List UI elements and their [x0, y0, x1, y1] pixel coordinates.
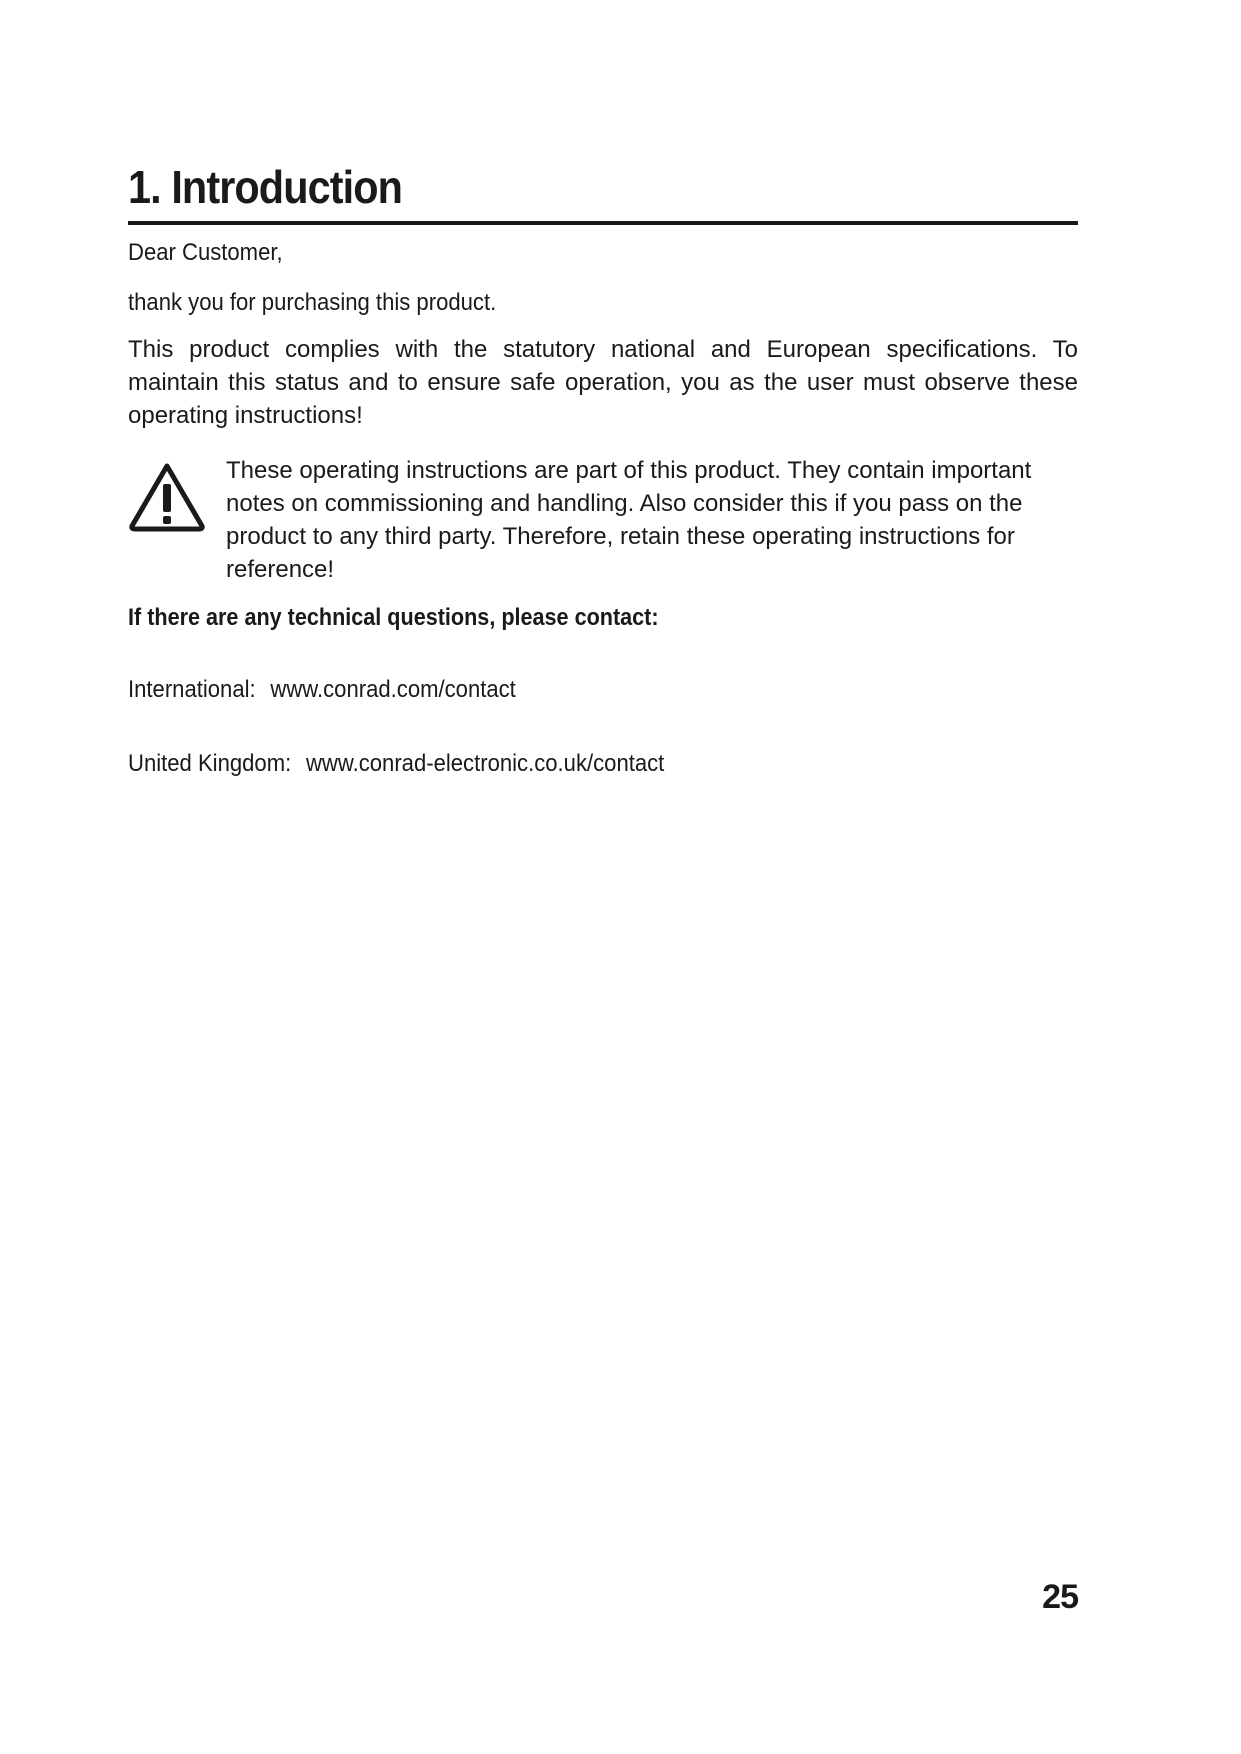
contact-row-united-kingdom: [128, 750, 664, 778]
document-page: [128, 0, 1078, 1754]
contact-row-international: [128, 676, 516, 704]
contact-heading: If there are any technical questions, please contact:: [128, 604, 659, 631]
title-underline: [128, 221, 1078, 225]
contact-label: International:: [128, 676, 256, 703]
thanks-text: thank you for purchasing this product.: [128, 289, 497, 316]
compliance-text: This product complies with the statutory national and European specifications. To maintain this status and to ensure safe operation, you as the user must observe these operating instructions!: [128, 336, 1078, 429]
section-title: 1. Introduction: [128, 161, 402, 213]
contact-link-international[interactable]: www.conrad.com/contact: [270, 676, 516, 703]
contact-label: United Kingdom:: [128, 750, 292, 777]
page-number: 25: [1042, 1578, 1078, 1616]
greeting-text: Dear Customer,: [128, 239, 283, 266]
contact-link-united-kingdom[interactable]: www.conrad-electronic.co.uk/contact: [305, 750, 665, 777]
warning-note-text: These operating instructions are part of this product. They contain important notes on commissioning and handling. Also consider this if you pass on the product to any third party. Therefore, retain these operating instructions for reference!: [226, 457, 1032, 583]
warning-triangle-icon: [128, 462, 206, 532]
